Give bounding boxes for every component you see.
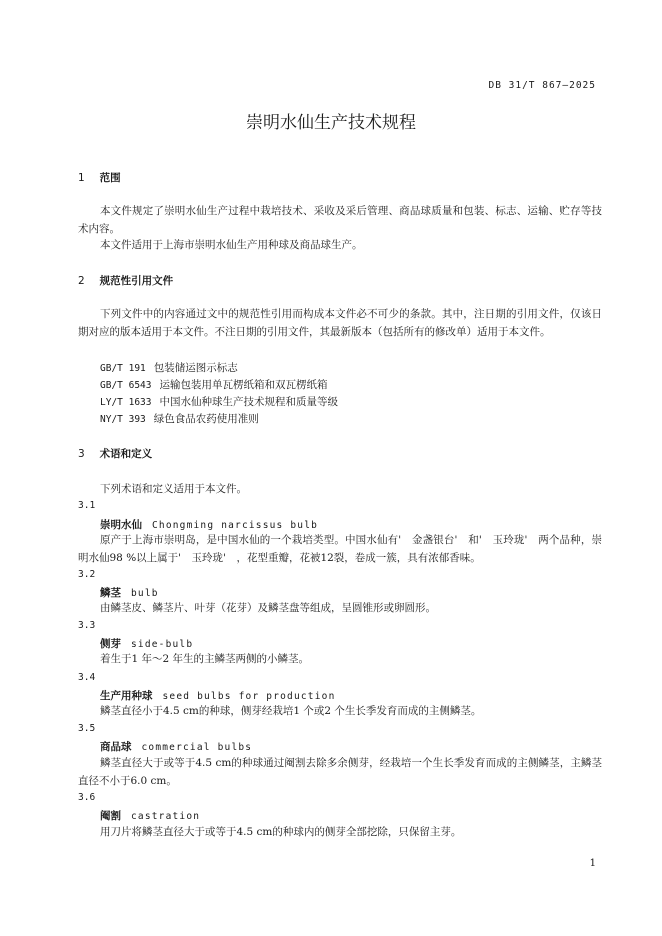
reference-item bbox=[100, 411, 259, 426]
reference-code: GB/T 6543 bbox=[100, 380, 152, 391]
section-1-heading bbox=[78, 170, 121, 185]
reference-name: 绿色食品农药使用准则 bbox=[153, 413, 259, 425]
section-title: 术语和定义 bbox=[99, 448, 153, 460]
section-title: 规范性引用文件 bbox=[99, 275, 174, 287]
term-number: 3.3 bbox=[78, 620, 96, 631]
term-definition: 由鳞茎皮、鳞茎片、叶芽（花芽）及鳞茎盘等组成，呈圆锥形或卵圆形。 bbox=[100, 602, 436, 614]
section-2-heading bbox=[78, 273, 173, 288]
term-heading bbox=[100, 585, 159, 600]
term-name: 商品球 bbox=[100, 741, 132, 753]
reference-name: 包装储运图示标志 bbox=[153, 362, 238, 374]
term-heading bbox=[100, 636, 193, 651]
document-title: 崇明水仙生产技术规程 bbox=[246, 113, 416, 133]
reference-item bbox=[100, 360, 238, 375]
term-heading bbox=[100, 517, 318, 532]
term-number: 3.1 bbox=[78, 500, 96, 511]
standard-number: DB 31/T 867—2025 bbox=[488, 80, 596, 91]
term-heading bbox=[100, 688, 336, 703]
reference-name: 运输包装用单瓦楞纸箱和双瓦楞纸箱 bbox=[159, 379, 328, 391]
term-english: castration bbox=[131, 811, 201, 822]
term-definition: 原产于上海市崇明岛，是中国水仙的一个栽培类型。中国水仙有' 金盏银台' 和' 玉玲珑' 两个品种，崇明水仙98 %以上属于' 玉玲珑' ，花型重瓣，花被12裂，卷成一簇，具有浓郁香味。 bbox=[78, 534, 602, 564]
scope-paragraph-2: 本文件适用于上海市崇明水仙生产用种球及商品球生产。 bbox=[100, 239, 363, 251]
section-number: 2 bbox=[78, 275, 85, 287]
term-heading bbox=[100, 739, 252, 754]
term-heading bbox=[100, 808, 200, 823]
term-name: 生产用种球 bbox=[100, 690, 153, 702]
reference-code: NY/T 393 bbox=[100, 414, 146, 425]
term-definition: 鳞茎直径小于4.5 cm的种球，侧芽经栽培1 个或2 个生长季发育而成的主侧鳞茎。 bbox=[100, 705, 482, 717]
term-english: bulb bbox=[131, 588, 159, 599]
term-definition: 鳞茎直径大于或等于4.5 cm的种球通过阉割去除多余侧芽，经栽培一个生长季发育而成的主侧鳞茎，主鳞茎直径不小于6.0 cm。 bbox=[78, 757, 602, 787]
reference-item bbox=[100, 377, 327, 392]
term-english: commercial bulbs bbox=[141, 742, 253, 753]
reference-name: 中国水仙种球生产技术规程和质量等级 bbox=[159, 396, 338, 408]
term-english: Chongming narcissus bulb bbox=[152, 520, 319, 531]
term-number: 3.2 bbox=[78, 569, 96, 580]
reference-item bbox=[100, 394, 338, 409]
term-name: 阉割 bbox=[100, 810, 121, 822]
section-number: 1 bbox=[78, 172, 85, 184]
term-number: 3.5 bbox=[78, 723, 96, 734]
reference-code: LY/T 1633 bbox=[100, 397, 152, 408]
term-number: 3.4 bbox=[78, 672, 96, 683]
scope-paragraph-1: 本文件规定了崇明水仙生产过程中栽培技术、采收及采后管理、商品球质量和包装、标志、运输、贮存等技术内容。 bbox=[78, 205, 602, 235]
term-number: 3.6 bbox=[78, 792, 96, 803]
term-name: 侧芽 bbox=[100, 638, 121, 650]
term-name: 崇明水仙 bbox=[100, 519, 142, 531]
term-name: 鳞茎 bbox=[100, 587, 121, 599]
term-definition: 用刀片将鳞茎直径大于或等于4.5 cm的种球内的侧芽全部挖除，只保留主芽。 bbox=[100, 826, 462, 838]
normative-refs-paragraph: 下列文件中的内容通过文中的规范性引用而构成本文件必不可少的条款。其中，注日期的引用文件，仅该日期对应的版本适用于本文件。不注日期的引用文件，其最新版本（包括所有的修改单）适用于本文件。 bbox=[78, 308, 602, 338]
section-number: 3 bbox=[78, 448, 85, 460]
section-3-heading bbox=[78, 446, 152, 461]
reference-code: GB/T 191 bbox=[100, 363, 146, 374]
page-number: 1 bbox=[589, 858, 596, 869]
term-english: seed bulbs for production bbox=[162, 691, 336, 702]
section-title: 范围 bbox=[99, 172, 121, 184]
terms-intro: 下列术语和定义适用于本文件。 bbox=[100, 483, 247, 495]
term-definition: 着生于1 年～2 年生的主鳞茎两侧的小鳞茎。 bbox=[100, 653, 310, 665]
term-english: side-bulb bbox=[131, 639, 194, 650]
